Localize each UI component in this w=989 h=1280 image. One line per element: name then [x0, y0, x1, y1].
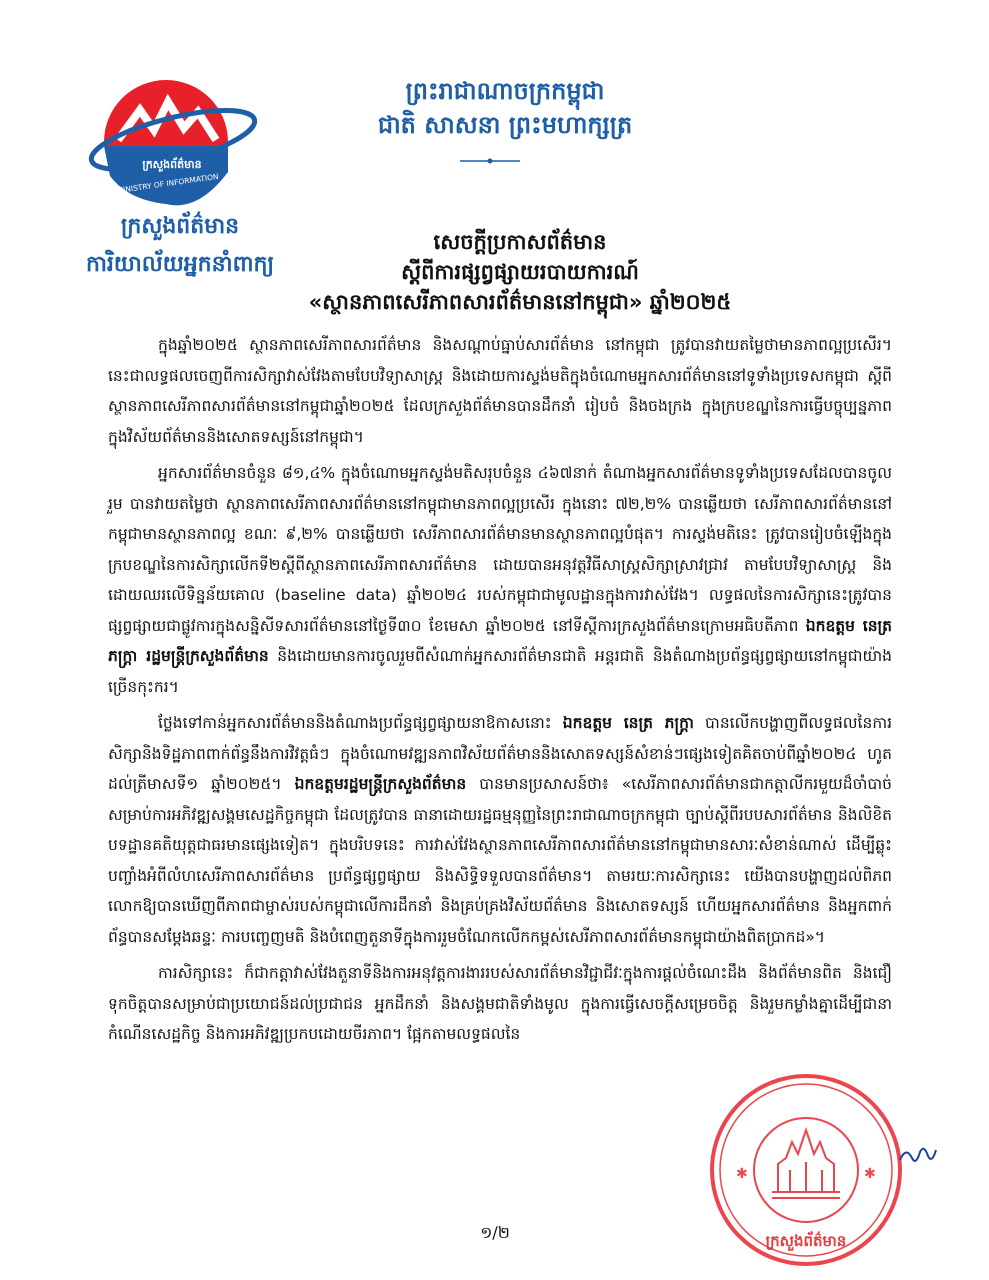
paragraph-2: អ្នកសារព័ត៌មានចំនួន ៨១,៤% ក្នុងចំណោមអ្នកស្ទង់មតិសរុបចំនួន ៤៦៧នាក់ តំណាងអ្នកសារព័ត៌មានទូទាំងប្រទេសដែលបានចូលរួម បានវាយតម្លៃថា ស្ថានភាពសេរីភាពសារព័ត៌មាននៅកម្ពុជាមានភាពល្អប្រសើរ ក្នុងនោះ ៧២,២% បានឆ្លើយថា សេរីភាពសារព័ត៌មាននៅកម្ពុជាមានស្ថានភាពល្អ ខណៈ ៩,២% បានឆ្លើយថា សេរីភាពសារព័ត៌មានមានស្ថានភាពល្អបំផុត។ ការស្ទង់មតិនេះ ត្រូវបានរៀបចំឡើងក្នុងក្របខណ្ឌនៃការសិក្សាលើកទី២ស្តីពីស្ថានភាពសេរីភាពសារព័ត៌មាន ដោយបានអនុវត្តវិធីសាស្ត្រសិក្សាស្រាវជ្រាវ តាមបែបវិទ្យាសាស្ត្រ និងដោយឈរលើទិន្នន័យគោល (baseline data) ឆ្នាំ២០២៤ របស់កម្ពុជាជាមូលដ្ឋានក្នុងការវាស់វែង។ លទ្ធផលនៃការសិក្សានេះត្រូវបានផ្សព្វផ្សាយជាផ្លូវការក្នុងសន្និសីទសារព័ត៌មាននៅថ្ងៃទី៣០ ខែមេសា ឆ្នាំ២០២៥ នៅទីស្តីការក្រសួងព័ត៌មានក្រោមអធិបតីភាព ឯកឧត្តម នេត្រ ភក្ត្រា រដ្ឋមន្ត្រីក្រសួងព័ត៌មាន និងដោយមានការចូលរួមពីសំណាក់អ្នកសារព័ត៌មានជាតិ អន្តរជាតិ និងតំណាងប្រព័ន្ធផ្សព្វផ្សាយនៅកម្ពុជាយ៉ាងច្រើនកុះករ។	[108, 464, 892, 696]
official-stamp	[706, 1070, 906, 1270]
minister-title-bold: ឯកឧត្តមរដ្ឋមន្ត្រីក្រសួងព័ត៌មាន	[294, 775, 467, 793]
paragraph-1: ក្នុងឆ្នាំ២០២៥ ស្ថានភាពសេរីភាពសារព័ត៌មាន និងសណ្តាប់ធ្នាប់សារព័ត៌មាន នៅកម្ពុជា ត្រូវបានវាយតម្លៃថាមានភាពល្អប្រសើរ។ នេះជាលទ្ធផលចេញពីការសិក្សាវាស់វែងតាមបែបវិទ្យាសាស្ត្រ និងដោយការស្ទង់មតិក្នុងចំណោមអ្នកសារព័ត៌មាននៅទូទាំងប្រទេសកម្ពុជា ស្តីពីស្ថានភាពសេរីភាពសារព័ត៌មាននៅកម្ពុជាឆ្នាំ២០២៥ ដែលក្រសួងព័ត៌មានបានដឹកនាំ រៀបចំ និងចងក្រង ក្នុងក្របខណ្ឌនៃការធ្វើបច្ចុប្បន្នភាពក្នុងវិស័យព័ត៌មាននិងសោតទស្សន៍នៅកម្ពុជា។	[108, 336, 892, 446]
national-motto: ជាតិ សាសនា ព្រះមហាក្សត្រ	[377, 111, 633, 139]
svg-text:✱: ✱	[736, 1166, 748, 1182]
divider-ornament	[460, 156, 520, 166]
press-release-title: សេចក្តីប្រកាសព័ត៌មាន	[433, 230, 607, 254]
spokesperson-office: ការិយាល័យអ្នកនាំពាក្យ	[85, 252, 275, 277]
ministry-name: ក្រសួងព័ត៌មាន	[120, 214, 240, 239]
paragraph-4: ការសិក្សានេះ ក៏ជាកត្តាវាស់វែងតួនាទីនិងការអនុវត្តការងាររបស់សារព័ត៌មានវិជ្ជាជីវៈក្នុងការផ្តល់ចំណេះដឹង និងព័ត៌មានពិត និងជឿទុកចិត្តបានសម្រាប់ជាប្រយោជន៍ដល់ប្រជាជន អ្នកដឹកនាំ និងសង្គមជាតិទាំងមូល ក្នុងការធ្វើសេចក្តីសម្រេចចិត្ត និងរួមកម្លាំងគ្នាដើម្បីជានាកំណើនសេដ្ឋកិច្ច និងការអភិវឌ្ឍប្រកបដោយចីរភាព។ ផ្អែកតាមលទ្ធផលនៃ	[108, 964, 892, 1043]
kingdom-heading: ព្រះរាជាណាចក្រកម្ពុជា	[405, 77, 605, 105]
minister-name-bold: ឯកឧត្តម នេត្រ ភក្ត្រា រដ្ឋមន្ត្រីក្រសួងព័ត៌មាន	[108, 616, 892, 665]
page-number: ១/២	[480, 1223, 510, 1242]
paragraph-3: ថ្លែងទៅកាន់អ្នកសារព័ត៌មាននិងតំណាងប្រព័ន្ធផ្សព្វផ្សាយនាឱកាសនោះ ឯកឧត្តម នេត្រ ភក្ត្រា បានលើកបង្ហាញពីលទ្ធផលនៃការសិក្សានិងទិដ្ឋភាពពាក់ព័ន្ធនឹងការវិវត្តធំៗ ក្នុងចំណោមវឌ្ឍនភាពវិស័យព័ត៌មាននិងសោតទស្សន៍សំខាន់ៗផ្សេងទៀតគិតចាប់ពីឆ្នាំ២០២៤ ហូតដល់ត្រីមាសទី១ ឆ្នាំ២០២៥។ ឯកឧត្តមរដ្ឋមន្ត្រីក្រសួងព័ត៌មាន បានមានប្រសាសន៍ថា៖ «សេរីភាពសារព័ត៌មានជាកត្តាលីករមួយដ៏ចាំបាច់សម្រាប់ការអភិវឌ្ឍសង្គមសេដ្ឋកិច្ចកម្ពុជា ដែលត្រូវបាន ធានាដោយរដ្ឋធម្មនុញ្ញនៃព្រះរាជាណាចក្រកម្ពុជា ច្បាប់ស្តីពីរបបសារព័ត៌មាន និងលិខិតបទដ្ឋានគតិយុត្តជាធរមានផ្សេងទៀត។ ក្នុងបរិបទនេះ ការវាស់វែងស្ថានភាពសេរីភាពសារព័ត៌មាននៅកម្ពុជាមានសារៈសំខាន់ណាស់ ដើម្បីឆ្លុះបញ្ចាំងអំពីលំហសេរីភាពសារព័ត៌មាន ប្រព័ន្ធផ្សព្វផ្សាយ និងសិទ្ធិទទួលបានព័ត៌មាន។ តាមរយៈការសិក្សានេះ យើងបានបង្ហាញដល់ពិភពលោកឱ្យបានឃើញពីភាពជាម្ចាស់របស់កម្ពុជាលើការដឹកនាំ និងគ្រប់គ្រងវិស័យព័ត៌មាន និងសោតទស្សន៍ ហើយអ្នកសារព័ត៌មាន និងអ្នកពាក់ព័ន្ធបានសម្តែងឆន្ទៈ ការបញ្ចេញមតិ និងបំពេញតួនាទីក្នុងការរួមចំណែកលើកកម្ពស់សេរីភាពសារព័ត៌មានកម្ពុជាយ៉ាងពិតប្រាកដ»។	[108, 714, 892, 946]
svg-text:✱: ✱	[864, 1166, 876, 1182]
logo-english-text: MINISTRY OF INFORMATION	[116, 171, 220, 196]
minister-name-bold: ឯកឧត្តម នេត្រ ភក្ត្រា	[562, 714, 694, 732]
report-title: «ស្ថានភាពសេរីភាពសារព័ត៌មាននៅកម្ពុជា» ឆ្នាំ២០២៥	[308, 290, 732, 314]
press-release-subtitle: ស្តីពីការផ្សព្វផ្សាយរបាយការណ៍	[401, 260, 639, 284]
logo-khmer-text: ក្រសួងព័ត៌មាន	[142, 158, 202, 171]
ministry-logo	[88, 72, 258, 212]
signature-mark	[898, 1142, 938, 1168]
document-body	[108, 330, 892, 1056]
stamp-text: ក្រសួងព័ត៌មាន	[765, 1232, 847, 1250]
